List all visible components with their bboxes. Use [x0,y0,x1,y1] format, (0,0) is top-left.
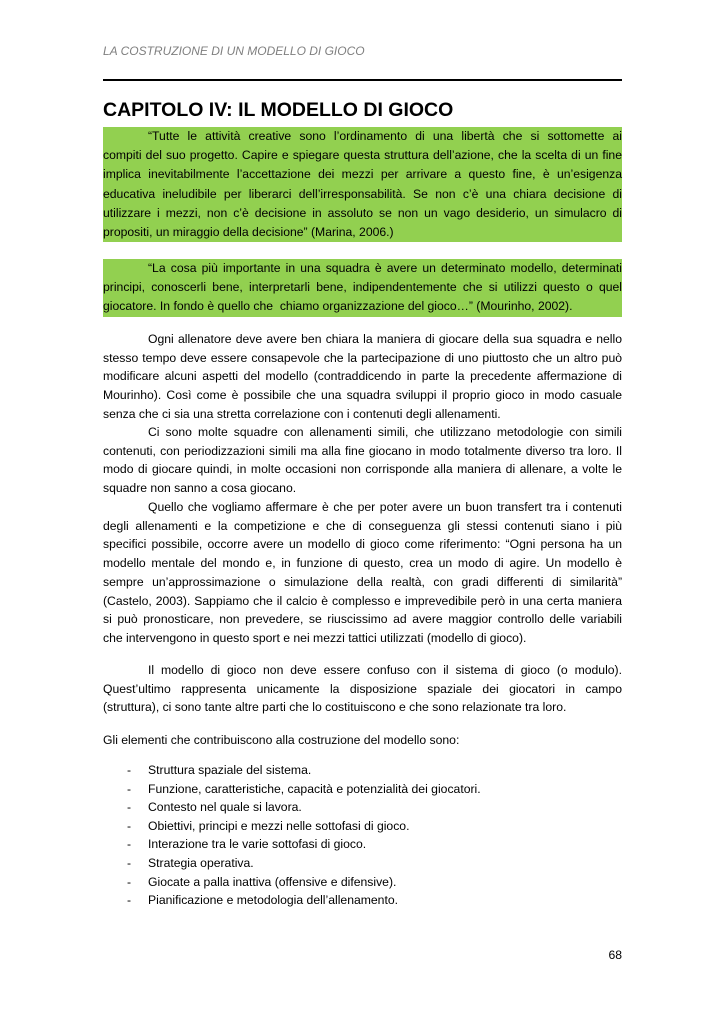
list-bullet: - [127,763,132,777]
list-item-text: Interazione tra le varie sottofasi di gioco. [148,837,367,852]
body-paragraph [103,661,622,717]
list-item [103,761,622,780]
list-item [103,817,622,836]
list-item-text: Strategia operativa. [148,855,254,870]
paragraph-line: contenuti, con periodizzazioni simili ma alla fine giocano in modo totalmente diverso tra loro. Il [103,443,622,458]
list-item [103,780,622,799]
list-item [103,798,622,817]
list-item-text: Funzione, caratteristiche, capacità e potenzialità dei giocatori. [148,781,481,796]
elements-list [103,761,622,910]
paragraph-line: modo di giocare quindi, in molte occasioni non corrisponde alla maniera di allenare, a volte le [103,462,622,477]
paragraph-line: Ogni allenatore deve avere ben chiara la maniera di giocare della sua squadra e nello [148,332,622,346]
paragraph-line: Ci sono molte squadre con allenamenti simili, che utilizzano metodologie con simili [148,425,622,439]
quote-line: “La cosa più importante in una squadra è avere un determinato modello, determinati [148,261,622,275]
quote-line: giocatore. In fondo è quello che chiamo organizzazione del gioco…” (Mourinho, 2002). [103,299,573,314]
list-bullet: - [127,893,132,908]
body-paragraph [103,423,622,498]
quote-line: “Tutte le attività creative sono l’ordinamento di una libertà che si sottomette ai [148,129,622,143]
list-item-text: Pianificazione e metodologia dell’allenamento. [148,893,399,908]
list-bullet: - [127,781,132,796]
page-number: 68 [608,948,622,962]
paragraph-line: stesso tempo deve essere consapevole che la partecipazione di uno piuttosto che un altro può [103,350,622,365]
list-item-text: Obiettivi, principi e mezzi nelle sottofasi di gioco. [148,818,410,833]
epigraph-quote-mourinho [103,259,622,317]
quote-line: propositi, un miraggio della decisione” (Marina, 2006.) [103,225,394,240]
running-header: LA COSTRUZIONE DI UN MODELLO DI GIOCO [103,44,365,58]
paragraph-line: Il modello di gioco non deve essere confuso con il sistema di gioco (o modulo). [148,663,622,677]
list-bullet: - [127,837,132,852]
list-item [103,891,622,910]
quote-line: compiti del suo progetto. Capire e spiegare questa struttura dell’azione, che la scelta di un fine [103,148,622,163]
header-rule [103,79,622,81]
paragraph-line: squadre non sanno a cosa giocano. [103,481,297,496]
chapter-title: CAPITOLO IV: IL MODELLO DI GIOCO [103,99,454,121]
list-bullet: - [127,818,132,833]
list-bullet: - [127,800,132,815]
paragraph-line: Quest’ultimo rappresenta unicamente la disposizione spaziale dei giocatori in campo [103,681,622,696]
list-item-text: Struttura spaziale del sistema. [148,763,312,777]
body-paragraph [103,498,622,648]
paragraph-line: Gli elementi che contribuiscono alla costruzione del modello sono: [103,733,460,747]
paragraph-line: degli allenamenti e la competizione e che di conseguenza gli stessi contenuti siano i più [103,518,622,533]
paragraph-line: modificare alcuni aspetti del modello (contraddicendo in parte la precedente affermazione di [103,369,622,384]
list-item [103,854,622,873]
paragraph-line: (Castelo, 2003). Sappiamo che il calcio è complesso e imprevedibile però in una certa maniera [103,593,622,608]
list-item-text: Giocate a palla inattiva (offensive e difensive). [148,874,397,889]
quote-line: principi, conoscerli bene, interpretarli bene, indipendentemente che si utilizzi questo o quel [103,280,622,295]
list-intro-paragraph [103,731,622,750]
quote-line: implica inevitabilmente l’accettazione dei mezzi per arrivare a questo fine, è un’esigenza [103,167,622,182]
paragraph-line: che intervengono in questo sport e nei mezzi tattici utilizzati (modello di gioco). [103,630,527,645]
paragraph-line: Quello che vogliamo affermare è che per poter avere un buon transfert tra i contenuti [148,500,622,514]
paragraph-line: specifici possibile, occorre avere un modello di gioco come riferimento: “Ogni persona ha un [103,537,622,552]
quote-line: utilizzare i mezzi, non c’è decisione in assoluto se non un vago desiderio, un simulacro di [103,205,622,220]
paragraph-line: sempre un’approssimazione o simulazione della realtà, con gradi differenti di similarità” [103,574,622,589]
list-item [103,873,622,892]
paragraph-line: (struttura), ci sono tante altre parti che lo costituiscono e che sono relazionate tra loro. [103,700,567,715]
paragraph-line: modello mentale del mondo e, in funzione di questo, crea un modo di agire. Un modello è [103,556,622,571]
list-bullet: - [127,874,132,889]
list-bullet: - [127,855,132,870]
body-paragraph [103,330,622,424]
list-item [103,835,622,854]
quote-line: educativa ineludibile per liberarci dell’irresponsabilità. Se non c’è una chiara decisione di [103,186,622,201]
paragraph-line: senza che ci sia una stretta correlazione con i contenuti degli allenamenti. [103,406,501,421]
epigraph-quote-marina [103,127,622,242]
paragraph-line: Mourinho). Così come è possibile che una squadra sviluppi il proprio gioco in modo casuale [103,388,622,403]
paragraph-line: si può pronosticare, non prevedere, se riuscissimo ad avere maggior controllo delle variabili [103,612,622,627]
list-item-text: Contesto nel quale si lavora. [148,800,302,815]
